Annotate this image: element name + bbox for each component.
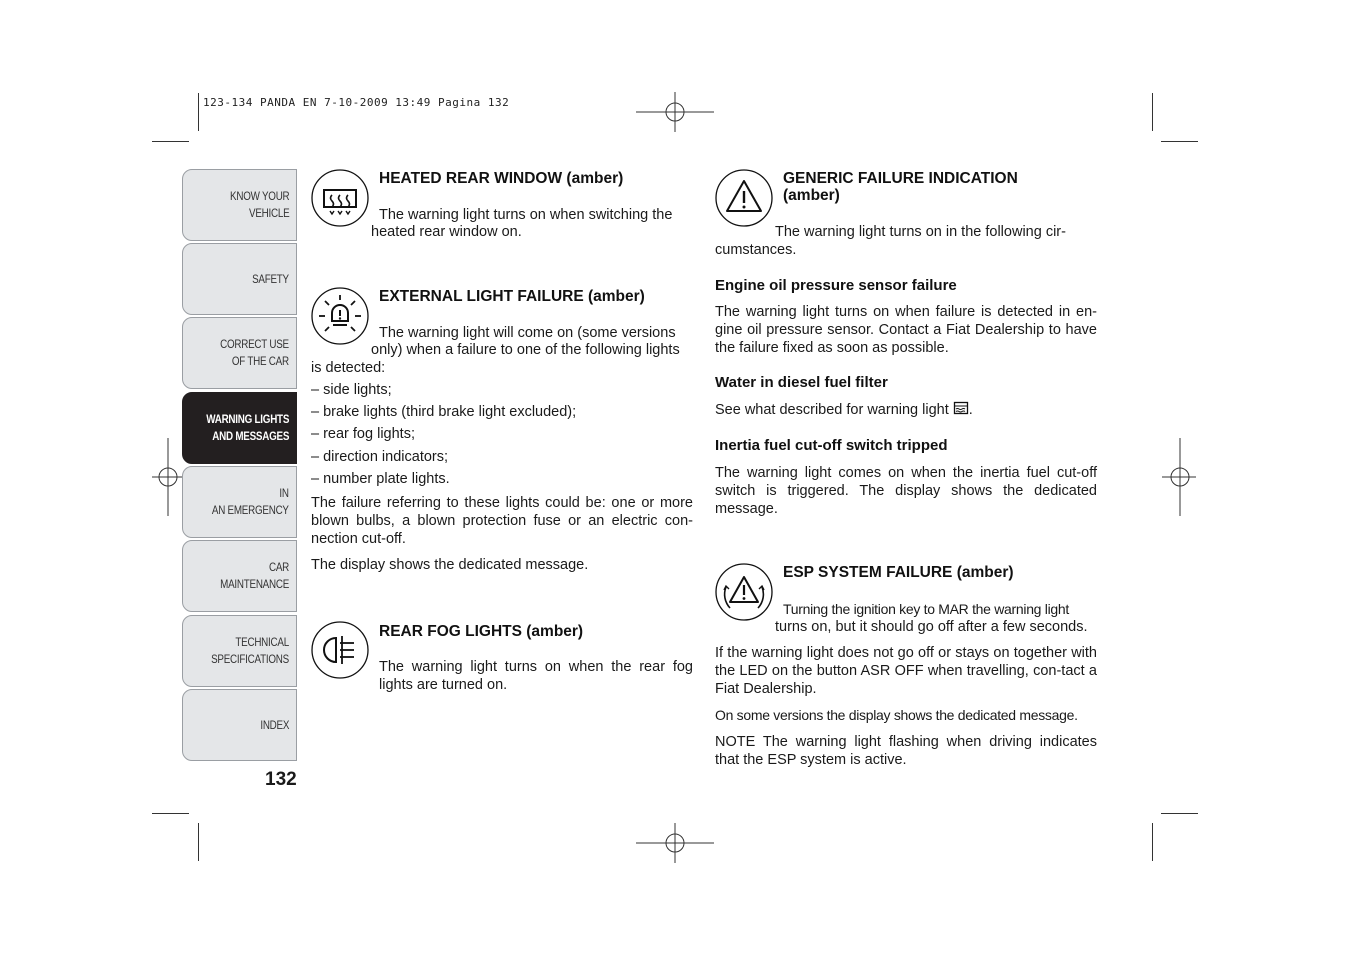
tab-know-your-vehicle[interactable]: KNOW YOUR VEHICLE (182, 169, 297, 241)
rear-fog-lights-text: The warning light turns on when the rear fog lights are turned on. (379, 659, 693, 693)
oil-sensor-subtitle: Engine oil pressure sensor failure (715, 277, 957, 294)
esp-failure-text-line2: turns on, but it should go off after a few seconds. (775, 619, 1088, 635)
list-item: – number plate lights. (311, 471, 450, 487)
heated-rear-window-icon (311, 169, 369, 227)
esp-failure-para-2: If the warning light does not go off or stays on together with the LED on the button ASR OFF when travelling, con-tact a Fiat Dealership. (715, 645, 1097, 697)
generic-failure-title-line2: (amber) (783, 187, 840, 204)
generic-failure-text-line1: The warning light turns on in the following cir- (775, 224, 1066, 240)
rear-fog-light-icon (311, 621, 369, 679)
rear-fog-lights-title: REAR FOG LIGHTS (amber) (379, 623, 584, 640)
esp-icon (715, 563, 773, 621)
tab-correct-use[interactable]: CORRECT USE OF THE CAR (182, 317, 297, 389)
list-item: – side lights; (311, 382, 392, 398)
heated-rear-window-title: HEATED REAR WINDOW (amber) (379, 170, 624, 187)
list-item: – rear fog lights; (311, 426, 415, 442)
inertia-switch-subtitle: Inertia fuel cut-off switch tripped (715, 437, 948, 454)
inertia-switch-text: The warning light comes on when the inertia fuel cut-off switch is triggered. The display shows the dedicated message. (715, 465, 1097, 517)
external-light-failure-text-line1: The warning light will come on (some versions (379, 325, 676, 341)
tab-index[interactable]: INDEX (182, 689, 297, 761)
tab-in-an-emergency[interactable]: IN AN EMERGENCY (182, 466, 297, 538)
external-light-failure-title: EXTERNAL LIGHT FAILURE (amber) (379, 288, 645, 305)
diesel-filter-icon (953, 401, 969, 415)
heated-rear-window-text-line2: heated rear window on. (371, 224, 522, 240)
external-light-failure-para-3: The display shows the dedicated message. (311, 557, 589, 573)
esp-failure-note: NOTE The warning light flashing when driving indicates that the ESP system is active. (715, 734, 1097, 768)
oil-sensor-text: The warning light turns on when failure is detected in en-gine oil pressure sensor. Contact a Fiat Dealership to have the failure fixed as soon as possible. (715, 304, 1097, 356)
page-number: 132 (265, 769, 297, 790)
heated-rear-window-text-line1: The warning light turns on when switching the (379, 207, 673, 223)
water-filter-text: See what described for warning light . (715, 402, 973, 418)
print-header: 123-134 PANDA EN 7-10-2009 13:49 Pagina 132 (203, 96, 510, 109)
external-light-failure-icon (311, 287, 369, 345)
warning-triangle-icon (715, 169, 773, 227)
external-light-failure-text-line3: is detected: (311, 360, 386, 376)
tab-technical-specifications[interactable]: TECHNICAL SPECIFICATIONS (182, 615, 297, 687)
esp-failure-para-3: On some versions the display shows the dedicated message. (715, 707, 1078, 723)
external-light-failure-para-2: The failure referring to these lights could be: one or more blown bulbs, a blown protection fuse or an electric con-nection cut-off. (311, 495, 693, 547)
tab-safety[interactable]: SAFETY (182, 243, 297, 315)
list-item: – direction indicators; (311, 449, 449, 465)
generic-failure-title-line1: GENERIC FAILURE INDICATION (783, 170, 1018, 187)
list-item: – brake lights (third brake light excluded); (311, 404, 577, 420)
registration-mark-icon (152, 438, 186, 516)
registration-mark-icon (1162, 438, 1196, 516)
generic-failure-text-line2: cumstances. (715, 242, 797, 258)
water-filter-subtitle: Water in diesel fuel filter (715, 374, 888, 391)
tab-car-maintenance[interactable]: CAR MAINTENANCE (182, 540, 297, 612)
tab-warning-lights[interactable]: WARNING LIGHTS AND MESSAGES (182, 392, 297, 464)
esp-failure-text-line1: Turning the ignition key to MAR the warning light (783, 601, 1069, 617)
external-light-failure-text-line2: only) when a failure to one of the following lights (371, 342, 680, 358)
esp-failure-title: ESP SYSTEM FAILURE (amber) (783, 564, 1014, 581)
registration-mark-icon (636, 92, 714, 132)
registration-mark-icon (636, 823, 714, 863)
